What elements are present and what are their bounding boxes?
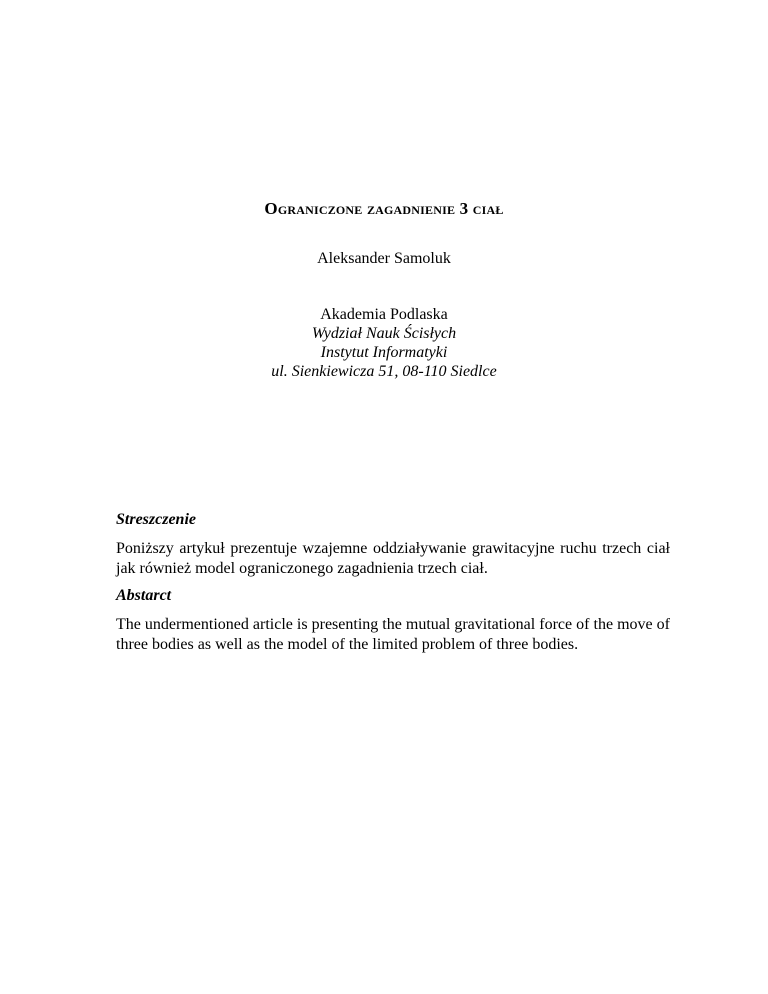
affiliation-block — [0, 305, 768, 381]
institute-name: Instytut Informatyki — [320, 344, 448, 361]
author-name: Aleksander Samoluk — [317, 250, 451, 267]
institution-name: Akademia Podlaska — [320, 306, 448, 323]
abstract-polish-section — [116, 510, 670, 579]
abstract-polish-heading: Streszczenie — [116, 511, 196, 528]
institution-address: ul. Sienkiewicza 51, 08-110 Siedlce — [271, 363, 497, 380]
abstract-english-section — [116, 586, 670, 655]
faculty-name: Wydział Nauk Ścisłych — [311, 325, 457, 342]
paper-title: Ograniczone zagadnienie 3 ciał — [264, 199, 504, 218]
abstract-polish-text: Poniższy artykuł prezentuje wzajemne oddziaływanie grawitacyjne ruchu trzech ciał jak również model ograniczonego zagadnienia trzech ciał. — [116, 540, 670, 577]
abstract-english-text: The undermentioned article is presenting the mutual gravitational force of the move of three bodies as well as the model of the limited problem of three bodies. — [116, 616, 670, 653]
abstract-english-heading: Abstarct — [116, 587, 172, 604]
